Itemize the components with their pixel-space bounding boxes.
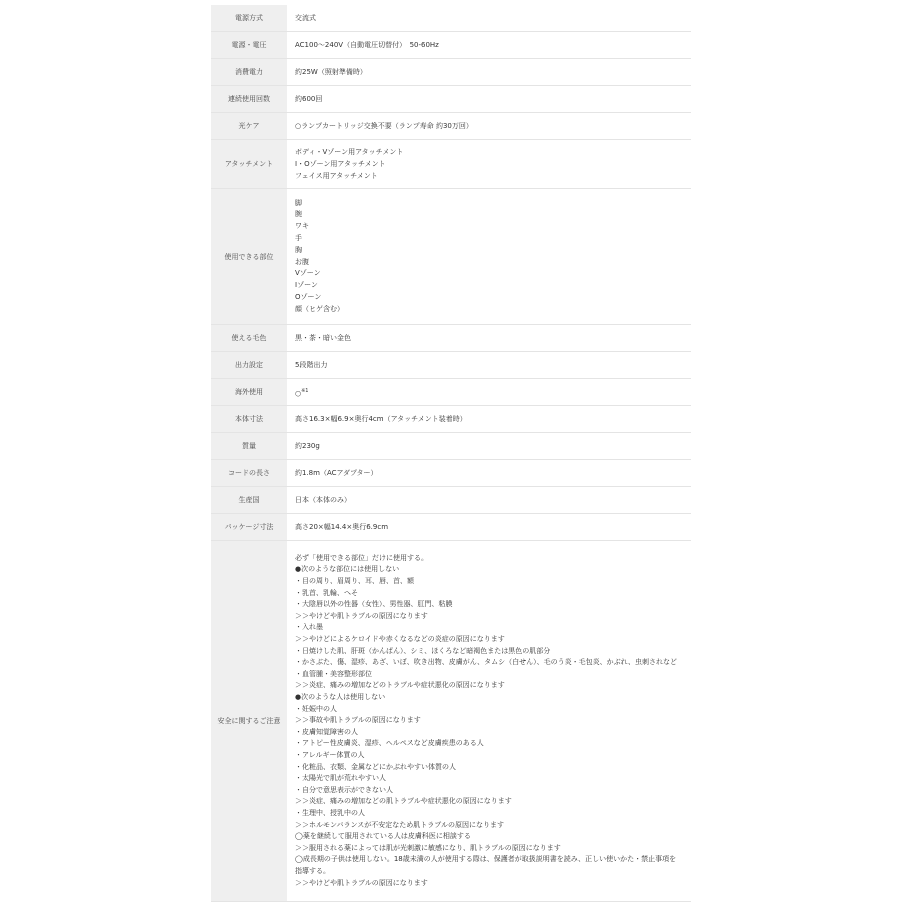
spec-row-body-dimensions [211, 406, 691, 433]
spec-row-hair-color [211, 325, 691, 352]
usable-part-item: Iゾーン [295, 281, 318, 290]
safety-line: ・化粧品、衣類、金属などにかぶれやすい体質の人 [295, 762, 456, 771]
usable-parts-list [287, 189, 691, 325]
spec-row-power-consumption [211, 59, 691, 86]
spec-value: 約1.8m（ACアダプター） [287, 460, 691, 487]
safety-line: ＞＞やけどや肌トラブルの原因になります [295, 878, 428, 887]
attachment-item: I・Oゾーン用アタッチメント [295, 160, 386, 168]
spec-value: 日本（本体のみ） [287, 487, 691, 514]
spec-label: 使える毛色 [211, 325, 287, 352]
spec-label: 質量 [211, 433, 287, 460]
usable-part-item: 胸 [295, 245, 302, 254]
spec-row-overseas-use [211, 379, 691, 406]
spec-label: 出力設定 [211, 352, 287, 379]
safety-line: ・アレルギー体質の人 [295, 750, 365, 759]
spec-row-safety-notes [211, 541, 691, 902]
spec-row-continuous-use [211, 86, 691, 113]
safety-line: ＞＞やけどによるケロイドや赤くなるなどの炎症の原因になります [295, 635, 505, 644]
safety-line: ・かさぶた、傷、湿疹、あざ、いぼ、吹き出物、皮膚がん、タムシ（白せん）、毛のう炎・毛包炎、かぶれ、虫刺されなど [295, 658, 678, 667]
spec-value: AC100～240V（自動電圧切替付） 50-60Hz [287, 32, 691, 59]
safety-line: ・血管腫・美容整形部位 [295, 669, 372, 678]
spec-row-voltage [211, 32, 691, 59]
spec-value: 約230g [287, 433, 691, 460]
safety-line: ＞＞やけどや肌トラブルの原因になります [295, 611, 428, 620]
spec-row-light-care [211, 113, 691, 140]
safety-line: ＞＞ホルモンバランスが不安定なため肌トラブルの原因になります [295, 820, 505, 829]
spec-row-cord-length [211, 460, 691, 487]
attachment-item: ボディ・Vゾーン用アタッチメント [295, 148, 404, 156]
spec-label: 使用できる部位 [211, 189, 287, 325]
usable-part-item: 脚 [295, 198, 302, 207]
safety-line: ・入れ墨 [295, 623, 323, 632]
spec-row-package-dimensions [211, 514, 691, 541]
safety-line: ・アトピー性皮膚炎、湿疹、ヘルペスなど皮膚疾患のある人 [295, 739, 484, 748]
spec-label: 生産国 [211, 487, 287, 514]
safety-line: ・太陽光で肌が荒れやすい人 [295, 774, 386, 783]
spec-label: パッケージ寸法 [211, 514, 287, 541]
spec-label: 連続使用回数 [211, 86, 287, 113]
usable-part-item: 手 [295, 233, 302, 242]
safety-line: ・目の周り、眉周り、耳、唇、首、額 [295, 577, 414, 586]
spec-value: 5段階出力 [287, 352, 691, 379]
safety-line: ◯薬を継続して服用されている人は皮膚科医に相談する [295, 832, 471, 841]
spec-row-output-setting [211, 352, 691, 379]
spec-value: 高さ20×幅14.4×奥行6.9cm [287, 514, 691, 541]
usable-part-item: Oゾーン [295, 292, 322, 301]
spec-row-power-type [211, 5, 691, 32]
spec-value [287, 379, 691, 406]
safety-line: ・妊娠中の人 [295, 704, 337, 713]
safety-line: 指導する。 [295, 866, 330, 875]
safety-line: ・生理中、授乳中の人 [295, 808, 365, 817]
safety-line: ＞＞服用される薬によっては肌が光刺激に敏感になり、肌トラブルの原因になります [295, 843, 561, 852]
safety-line: ・皮膚知覚障害の人 [295, 727, 358, 736]
safety-line: ●次のような部位には使用しない [295, 565, 400, 574]
spec-label: 安全に関するご注意 [211, 541, 287, 902]
spec-value: 交流式 [287, 5, 691, 32]
safety-notes [287, 541, 691, 902]
spec-value: 高さ16.3×幅6.9×奥行4cm（アタッチメント装着時） [287, 406, 691, 433]
spec-value: ○ランプカートリッジ交換不要（ランプ寿命 約30万回） [287, 113, 691, 140]
spec-label: 光ケア [211, 113, 287, 140]
spec-value: 黒・茶・暗い金色 [287, 325, 691, 352]
usable-part-item: 顔（ヒゲ含む） [295, 304, 344, 313]
spec-label: 電源方式 [211, 5, 287, 32]
spec-label: 本体寸法 [211, 406, 287, 433]
attachment-list [287, 140, 691, 189]
spec-label: アタッチメント [211, 140, 287, 189]
spec-row-country [211, 487, 691, 514]
safety-line: ●次のような人は使用しない [295, 693, 386, 702]
safety-line: ◯成長期の子供は使用しない。18歳未満の人が使用する際は、保護者が取扱説明書を読み、正しい使いかた・禁止事項を [295, 855, 677, 864]
usable-part-item: お腹 [295, 257, 309, 266]
spec-value: 約25W（照射準備時） [287, 59, 691, 86]
spec-label: コードの長さ [211, 460, 287, 487]
spec-row-usable-parts [211, 189, 691, 325]
spec-value: 約600回 [287, 86, 691, 113]
safety-line: ・自分で意思表示ができない人 [295, 785, 393, 794]
spec-table [211, 5, 691, 902]
spec-label: 消費電力 [211, 59, 287, 86]
spec-row-attachments [211, 140, 691, 189]
attachment-item: フェイス用アタッチメント [295, 172, 378, 180]
spec-row-weight [211, 433, 691, 460]
safety-line: 必ず「使用できる部位」だけに使用する。 [295, 553, 428, 562]
usable-part-item: ワキ [295, 222, 309, 231]
safety-line: ・大陰唇以外の性器（女性）、男性器、肛門、粘膜 [295, 600, 453, 609]
safety-line: ＞＞事故や肌トラブルの原因になります [295, 716, 421, 725]
safety-line: ・乳首、乳輪、へそ [295, 588, 358, 597]
usable-part-item: Vゾーン [295, 269, 321, 278]
safety-line: ＞＞炎症、痛みの増加などの肌トラブルや症状悪化の原因になります [295, 797, 512, 806]
footnote-mark: ※1 [301, 387, 309, 394]
safety-line: ＞＞炎症、痛みの増加などのトラブルや症状悪化の原因になります [295, 681, 505, 690]
usable-part-item: 腕 [295, 210, 302, 219]
safety-line: ・日焼けした肌、肝斑（かんぱん）、シミ、ほくろなど暗褐色または黒色の肌部分 [295, 646, 551, 655]
spec-label: 海外使用 [211, 379, 287, 406]
overseas-mark: ○ [295, 389, 302, 398]
spec-label: 電源・電圧 [211, 32, 287, 59]
